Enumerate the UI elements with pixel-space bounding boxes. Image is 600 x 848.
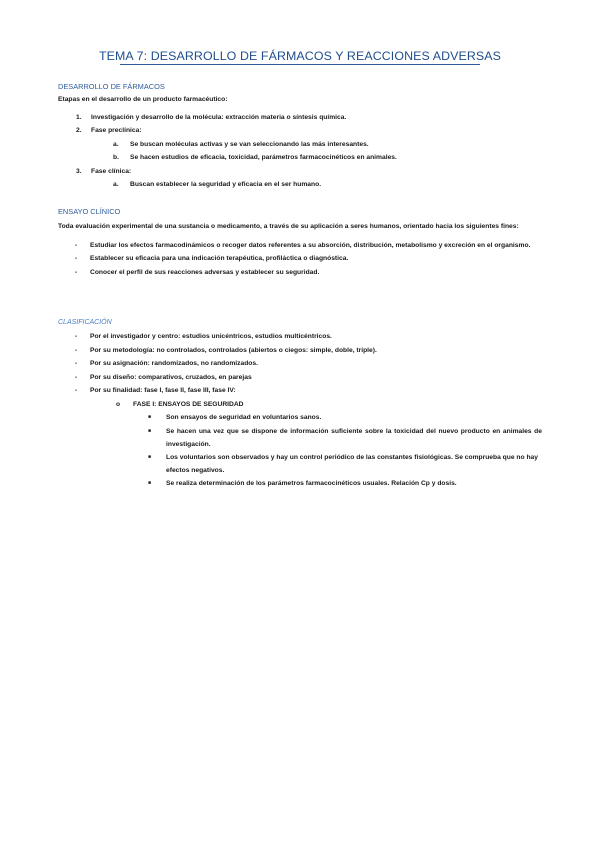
title-underline [120, 64, 480, 65]
section-heading: CLASIFICACIÓN [58, 319, 112, 326]
list-item [58, 266, 542, 280]
list-item [58, 451, 542, 477]
list-number: 1. [76, 113, 82, 121]
square-bullet: ■ [148, 427, 152, 434]
list-item-text: Estudiar los efectos farmacodinámicos o recoger datos referentes a su absorción, distribución, metabolismo y excreción en el organismo. [90, 242, 531, 249]
list-letter: b. [113, 154, 119, 161]
list-item-text: Se buscan moléculas activas y se van seleccionando las más interesantes. [130, 140, 369, 148]
list-item [58, 477, 542, 491]
dash-bullet: - [75, 242, 78, 249]
list-item-text: Se hacen una vez que se dispone de información suficiente sobre la toxicidad del nuevo producto en animales de investigación. [166, 427, 542, 448]
list-number: 3. [76, 167, 82, 175]
list-item-text: Establecer su eficacia para una indicación terapéutica, profiláctica o diagnóstica. [90, 255, 349, 262]
list-item [58, 124, 542, 138]
list-item-text: Por su diseño: comparativos, cruzados, en parejas [90, 373, 252, 381]
list-item-text: Por su asignación: randomizados, no randomizados. [90, 360, 258, 367]
list-letter: a. [113, 181, 119, 188]
dash-bullet: - [75, 387, 78, 394]
section-intro: Etapas en el desarrollo de un producto farmacéutico: [58, 96, 228, 103]
sub-list-item [58, 138, 542, 152]
list-item-text: Se realiza determinación de los parámetros farmacocinéticos usuales. Relación Cp y dosis. [166, 479, 457, 487]
list-number: 2. [76, 127, 82, 134]
square-list [58, 411, 542, 490]
list-item [58, 111, 542, 125]
dash-bullet: - [75, 346, 78, 354]
list-item-text: Conocer el perfil de sus reacciones adversas y establecer su seguridad. [90, 268, 320, 276]
bullet-list [58, 239, 542, 279]
list-item [58, 357, 542, 371]
list-item [58, 330, 542, 344]
list-item-text: Fase clínica: [91, 167, 132, 175]
square-bullet: ■ [148, 453, 152, 460]
section-heading: ENSAYO CLÍNICO [58, 207, 121, 216]
section-heading: DESARROLLO DE FÁRMACOS [58, 82, 165, 91]
list-item-text: Por el investigador y centro: estudios unicéntricos, estudios multicéntricos. [90, 333, 332, 340]
list-item [58, 239, 542, 252]
dash-bullet: - [75, 268, 78, 276]
square-bullet: ■ [148, 414, 152, 420]
list-item-text: Buscan establecer la seguridad y eficacia en el ser humano. [130, 181, 322, 188]
list-item-text: Por su metodología: no controlados, controlados (abiertos o ciegos: simple, doble, triple). [90, 346, 377, 354]
list-item [58, 344, 542, 358]
sub-list-item [58, 398, 542, 412]
dash-bullet: - [75, 333, 78, 340]
section-ensayo-clinico [58, 207, 542, 279]
section-clasificacion [58, 318, 542, 490]
list-item-text: Son ensayos de seguridad en voluntarios sanos. [166, 414, 322, 421]
list-item-text: Por su finalidad: fase I, fase II, fase III, fase IV: [90, 387, 236, 394]
square-bullet: ■ [148, 479, 152, 486]
list-item-text: Investigación y desarrollo de la molécula: extracción materia o síntesis química. [91, 113, 347, 121]
list-item-text: Fase preclínica: [91, 127, 142, 134]
list-item-text: Los voluntarios son observados y hay un control periódico de las constantes fisiológicas. Se comprueba que no hay efectos negativos. [166, 453, 538, 474]
list-item [58, 411, 542, 425]
list-item [58, 252, 542, 266]
list-item [58, 384, 542, 398]
list-item [58, 371, 542, 385]
document-title: TEMA 7: DESARROLLO DE FÁRMACOS Y REACCIONES ADVERSAS [98, 49, 502, 63]
phase-heading: FASE I: ENSAYOS DE SEGURIDAD [133, 400, 244, 408]
dash-bullet: - [75, 255, 78, 262]
dash-bullet: - [75, 360, 78, 367]
sub-list-item [58, 151, 542, 165]
list-item [58, 425, 542, 451]
circle-bullet: o [116, 400, 121, 408]
section-desarrollo [58, 82, 542, 192]
sub-list-item [58, 178, 542, 192]
section-intro: Toda evaluación experimental de una sustancia o medicamento, a través de su aplicación a seres humanos, orientado hacia los siguientes fines: [58, 223, 519, 230]
list-item-text: Se hacen estudios de eficacia, toxicidad, parámetros farmacocinéticos en animales. [130, 154, 397, 161]
list-letter: a. [113, 140, 119, 148]
list-item [58, 165, 542, 179]
bullet-list [58, 330, 542, 490]
numbered-list [58, 111, 542, 192]
dash-bullet: - [75, 373, 78, 381]
